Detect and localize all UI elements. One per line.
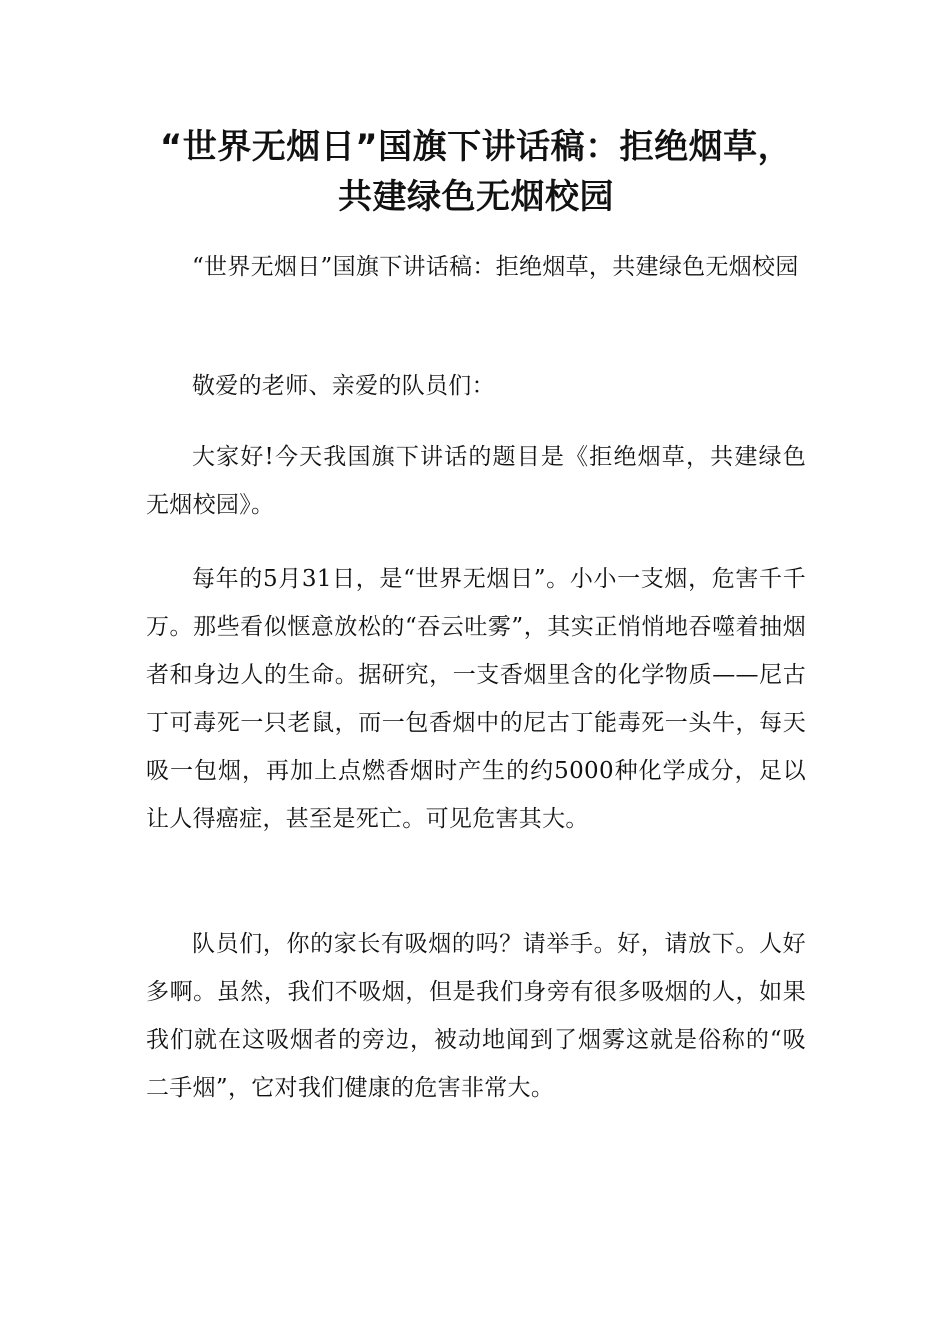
greeting-paragraph: 大家好!今天我国旗下讲话的题目是《拒绝烟草，共建绿色无烟校园》。 <box>146 444 806 518</box>
smoking-harm-paragraph: 每年的5月31日，是“世界无烟日”。小小一支烟，危害千千万。那些看似惬意放松的“吞云吐雾”，其实正悄悄地吞噬着抽烟者和身边人的生命。据研究，一支香烟里含的化学物质——尼古丁可毒死一只老鼠，而一包香烟中的尼古丁能毒死一头牛，每天吸一包烟，再加上点燃香烟时产生的约5000种化学成分，足以让人得癌症，甚至是死亡。可见危害其大。 <box>146 566 806 832</box>
subtitle-paragraph: “世界无烟日”国旗下讲话稿：拒绝烟草，共建绿色无烟校园 <box>192 254 799 280</box>
second-hand-smoke-paragraph: 队员们，你的家长有吸烟的吗？请举手。好，请放下。人好多啊。虽然，我们不吸烟，但是我们身旁有很多吸烟的人，如果我们就在这吸烟者的旁边，被动地闻到了烟雾这就是俗称的“吸二手烟”，它对我们健康的危害非常大。 <box>146 931 806 1101</box>
salutation-paragraph: 敬爱的老师、亲爱的队员们： <box>192 373 495 399</box>
document-title: “世界无烟日”国旗下讲话稿：拒绝烟草，共建绿色无烟校园 <box>159 127 793 217</box>
